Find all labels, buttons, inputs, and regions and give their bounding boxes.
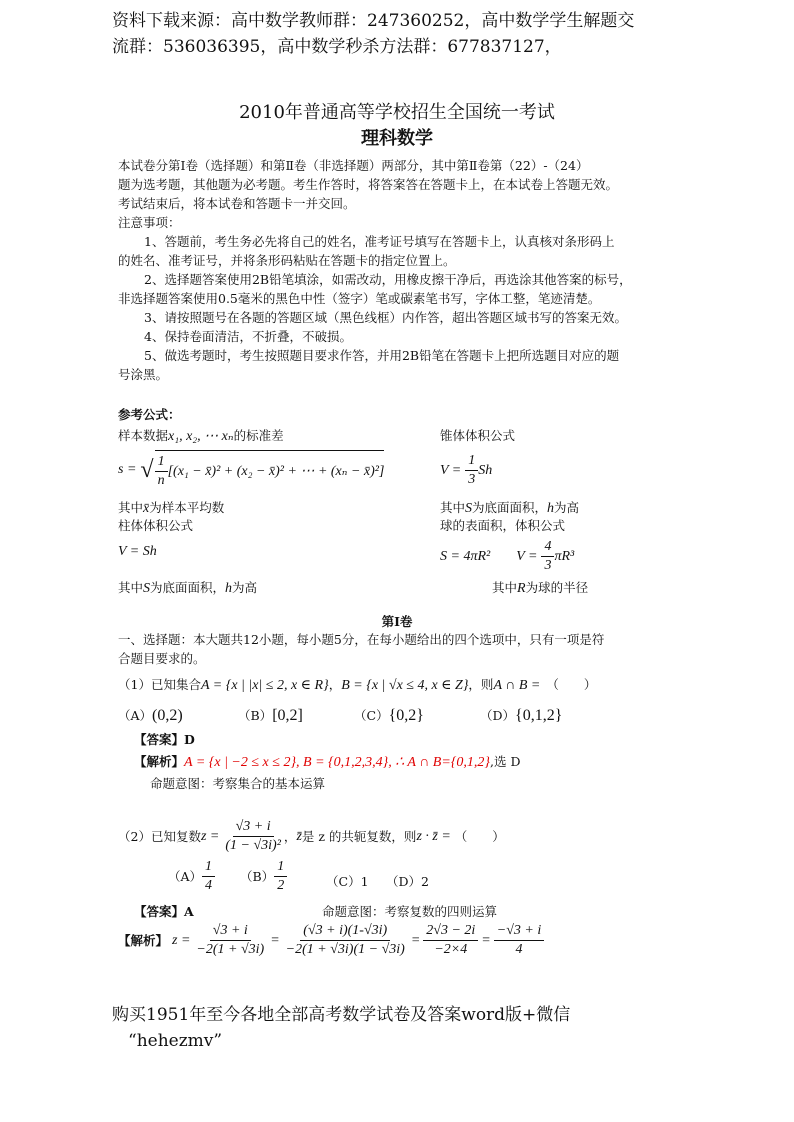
notice-2a: 2、选择题答案使用2B铅笔填涂，如需改动，用橡皮擦干净后，再选涂其他答案的标号，	[144, 272, 632, 287]
q1-intent: 命题意图：考察集合的基本运算	[150, 776, 326, 791]
notice-3: 3、请按照题号在各题的答题区域（黑色线框）内作答，超出答题区域书写的答案无效。	[144, 310, 627, 325]
notice-5b: 号涂黑。	[118, 367, 169, 382]
notice-1a: 1、答题前，考生务必先将自己的姓名，准考证号填写在答题卡上，认真核对条形码上	[144, 234, 615, 249]
q2-option-a: （A） $\frac{1}{4}$	[168, 858, 215, 895]
exam-subtitle: 理科数学	[361, 128, 433, 149]
q2-intent: 命题意图：考察复数的四则运算	[322, 904, 498, 919]
notice-5a: 5、做选考题时，考生按照题目要求作答，并用2B铅笔在答题卡上把所选题目对应的题	[144, 348, 620, 363]
notice-2b: 非选择题答案使用0.5毫米的黑色中性（签字）笔或碳素笔书写，字体工整，笔迹清楚。	[118, 291, 601, 306]
promo-footer-1: 购买1951年至今各地全部高考数学试卷及答案word版+微信	[112, 1005, 571, 1025]
q2-answer: 【答案】A	[134, 904, 194, 919]
intro-p1a: 本试卷分第Ⅰ卷（选择题）和第Ⅱ卷（非选择题）两部分，其中第Ⅱ卷第（22）-（24）	[118, 158, 589, 173]
q2-option-d: （D）2	[386, 874, 429, 889]
intro-p1c: 考试结束后，将本试卷和答题卡一并交回。	[118, 196, 356, 211]
promo-footer-2: “hehezmv”	[128, 1031, 223, 1051]
q1-option-c: （C）{0,2}	[354, 707, 424, 724]
q2-option-c: （C）1	[326, 874, 369, 889]
q2-stem: （2）已知复数 z = $\frac{√3 + i}{\text{(1 − √3i)²}}$ ， z̄ 是 z 的共轭复数，则 z · z̄ = （ ）	[118, 819, 505, 853]
q1-option-b: （B）[0,2]	[238, 707, 303, 724]
exam-title: 2010年普通高等学校招生全国统一考试	[239, 102, 555, 123]
notice-1b: 的姓名、准考证号，并将条形码粘贴在答题卡的指定位置上。	[118, 253, 456, 268]
cone-formula: V = $\frac{1}{3}$ Sh	[440, 453, 493, 487]
q1-analysis: 【解析】A = {x | −2 ≤ x ≤ 2}, B = {0,1,2,3,4}, ∴ A ∩ B={0,1,2},选 D	[134, 754, 521, 770]
std-formula: s = √ $\frac{1}{n}$ [(x₁ − x̄)² + (x₂ − x̄)² + ⋯ + (xₙ − x̄)²]	[118, 450, 384, 490]
cyl-note: 其中S为底面面积，h为高	[118, 580, 258, 596]
q2-analysis: 【解析】 z = $\frac{√3 + i}{-2(1 + √3i)}$ = $\frac{(√3 + i)(1-√3i)}{-2(1 + √3i)(1 - √3i)}$ = $\frac{2√3 - 2i}{-2\times 4}$ = $\frac{-√3 + i}{4}$	[118, 922, 544, 959]
q1-option-d: （D）{0,1,2}	[480, 707, 563, 724]
q2-option-b: （B） $\frac{1}{2}$	[240, 858, 287, 895]
formulas-heading: 参考公式：	[118, 407, 181, 422]
notice-4: 4、保持卷面清洁，不折叠，不破损。	[144, 329, 352, 344]
std-label: 样本数据x₁, x₂, ⋯ xₙ的标准差	[118, 428, 284, 444]
std-note: 其中x̄为样本平均数	[118, 500, 225, 516]
notice-title: 注意事项：	[118, 215, 181, 230]
sphere-note: 其中R为球的半径	[492, 580, 589, 596]
cone-label: 锥体体积公式	[440, 428, 516, 443]
q1-answer: 【答案】D	[134, 732, 195, 747]
part1-intro-a: 一、选择题：本大题共12小题，每小题5分，在每小题给出的四个选项中，只有一项是符	[118, 632, 605, 647]
sphere-formula: S = 4πR² V = $\frac{4}{3}$ πR³	[440, 539, 575, 573]
promo-line-2: 流群：536036395，高中数学秒杀方法群：677837127，	[112, 37, 562, 57]
part1-intro-b: 合题目要求的。	[118, 651, 206, 666]
promo-line-1: 资料下载来源：高中数学教师群：247360252，高中数学学生解题交	[112, 11, 635, 31]
q1-stem: （1）已知集合A = {x | |x| ≤ 2, x ∈ R}，B = {x | √x ≤ 4, x ∈ Z}，则A ∩ B = （ ）	[118, 677, 597, 693]
cone-note: 其中S为底面面积，h为高	[440, 500, 580, 516]
cyl-formula: V = Sh	[118, 544, 157, 559]
q1-option-a: （A）(0,2)	[118, 707, 183, 724]
sphere-label: 球的表面积，体积公式	[440, 518, 566, 533]
cyl-label: 柱体体积公式	[118, 518, 194, 533]
part1-heading: 第Ⅰ卷	[381, 614, 413, 629]
intro-p1b: 题为选考题，其他题为必考题。考生作答时，将答案答在答题卡上，在本试卷上答题无效。	[118, 177, 619, 192]
